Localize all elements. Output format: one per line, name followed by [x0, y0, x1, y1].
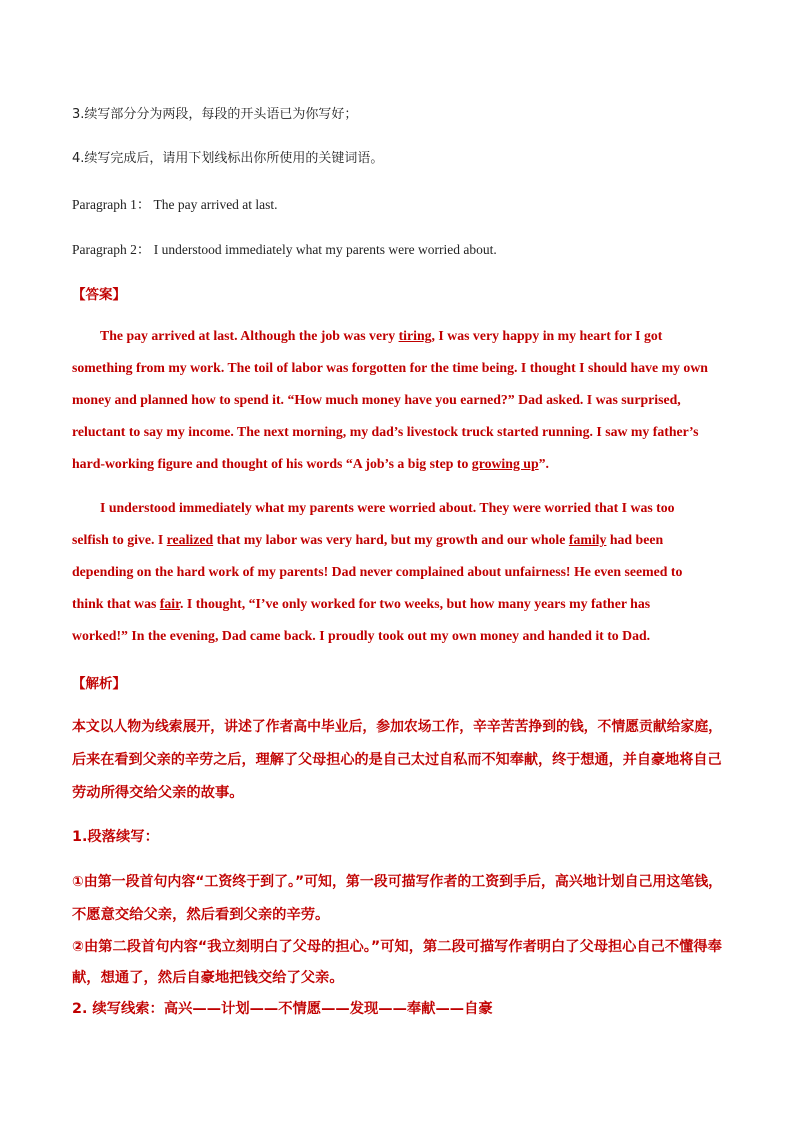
analysis-point-2-line-2: 献，想通了，然后自豪地把钱交给了父亲。: [72, 970, 344, 986]
text-run: The pay arrived at last. Although the job was very: [100, 328, 399, 343]
underlined-keyword: family: [568, 532, 607, 547]
answer-p1-line-1: [100, 328, 662, 344]
underlined-keyword: realized: [166, 532, 214, 547]
text-run: that my labor was very hard, but my growth and our whole: [213, 532, 569, 547]
answer-p2-line-1: I understood immediately what my parents were worried about. They were worried that I was too: [100, 500, 675, 515]
answer-tag: 【答案】: [72, 287, 126, 303]
underlined-keyword: fair: [159, 596, 180, 611]
text-run: . I thought, “I’ve only worked for two weeks, but how many years my father has: [179, 596, 651, 611]
analysis-summary-line-1: 本文以人物为线索展开，讲述了作者高中毕业后，参加农场工作，辛辛苦苦挣到的钱，不情愿贡献给家庭，: [72, 719, 722, 735]
analysis-section-1: 1.段落续写：: [72, 829, 159, 845]
answer-p1-line-5: [72, 456, 549, 472]
text-run: had been: [606, 532, 664, 547]
paragraph-2-prompt: Paragraph 2： I understood immediately what my parents were worried about.: [72, 242, 497, 257]
underlined-keyword: growing up: [471, 456, 539, 471]
analysis-point-2-line-1: ②由第二段首句内容“我立刻明白了父母的担心。”可知，第二段可描写作者明白了父母担心自己不懂得奉: [72, 939, 722, 955]
instruction-item-3: 3.续写部分分为两段，每段的开头语已为你写好；: [72, 107, 358, 122]
answer-p2-line-4: [72, 596, 650, 612]
answer-p1-line-3: money and planned how to spend it. “How much money have you earned?” Dad asked. I was surprised,: [72, 392, 681, 407]
answer-p2-line-3: depending on the hard work of my parents! Dad never complained about unfairness! He even seemed to: [72, 564, 683, 579]
analysis-section-2: 2. 续写线索：高兴——计划——不情愿——发现——奉献——自豪: [72, 1001, 493, 1017]
answer-p1-line-2: something from my work. The toil of labor was forgotten for the time being. I thought I should have my own: [72, 360, 708, 375]
instruction-item-4: 4.续写完成后，请用下划线标出你所使用的关键词语。: [72, 151, 384, 166]
analysis-point-1-line-2: 不愿意交给父亲，然后看到父亲的辛劳。: [72, 907, 330, 923]
underlined-keyword: tiring: [398, 328, 432, 343]
text-run: , I was very happy in my heart for I got: [431, 328, 663, 343]
text-run: hard-working figure and thought of his words “A job’s a big step to: [72, 456, 472, 471]
text-run: selfish to give. I: [72, 532, 167, 547]
paragraph-1-prompt: Paragraph 1： The pay arrived at last.: [72, 197, 278, 212]
analysis-summary-line-3: 劳动所得交给父亲的故事。: [72, 785, 244, 801]
text-run: ”.: [538, 456, 549, 471]
answer-p2-line-5: worked!” In the evening, Dad came back. I proudly took out my own money and handed it to Dad.: [72, 628, 651, 643]
analysis-point-1-line-1: ①由第一段首句内容“工资终于到了。”可知，第一段可描写作者的工资到手后，高兴地计划自己用这笔钱，: [72, 874, 723, 890]
analysis-tag: 【解析】: [72, 676, 126, 692]
answer-p1-line-4: reluctant to say my income. The next morning, my dad’s livestock truck started running. I saw my father’s: [72, 424, 699, 439]
analysis-summary-line-2: 后来在看到父亲的辛劳之后，理解了父母担心的是自己太过自私而不知奉献，终于想通，并自豪地将自己: [72, 752, 722, 768]
text-run: think that was: [72, 596, 160, 611]
answer-p2-line-2: [72, 532, 663, 548]
